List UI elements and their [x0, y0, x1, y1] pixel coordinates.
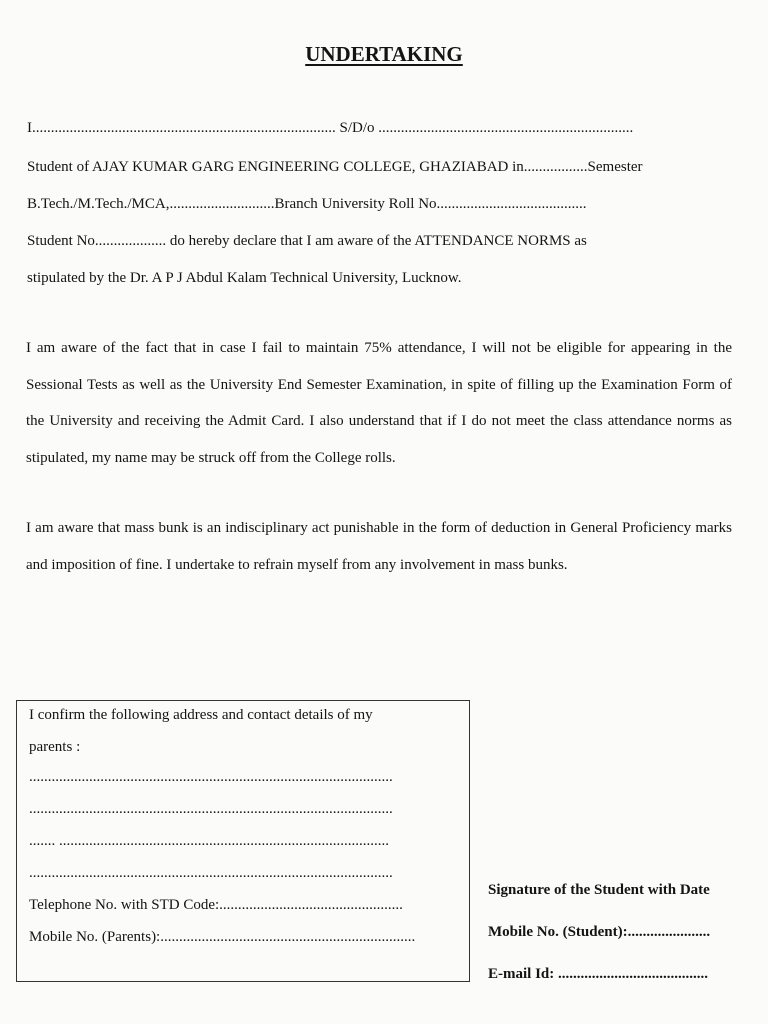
attendance-paragraph: I am aware of the fact that in case I fail to maintain 75% attendance, I will not be eligible for appearing in the Sessional Tests as well as the University End Semester Examination, in spite of filling up the Examination Form of the University and receiving the Admit Card. I also understand that if I do not meet the class attendance norms as stipulated, my name may be struck off from the College rolls.: [26, 340, 732, 466]
address-line-2[interactable]: .................................................................................................: [29, 801, 393, 817]
parent-address-box: [16, 700, 470, 982]
document-title: [0, 42, 768, 67]
form-line-name[interactable]: I................................................................................. S/D/o ....................................................................: [27, 120, 634, 136]
address-line-3[interactable]: ....... ........................................................................................: [29, 833, 389, 849]
form-line-college[interactable]: Student of AJAY KUMAR GARG ENGINEERING COLLEGE, GHAZIABAD in.................Semester: [27, 159, 643, 175]
mass-bunk-paragraph: I am aware that mass bunk is an indisciplinary act punishable in the form of deduction in General Proficiency marks and imposition of fine. I undertake to refrain myself from any involvement in mass bunks.: [26, 520, 732, 573]
telephone-field[interactable]: Telephone No. with STD Code:.................................................: [29, 897, 403, 913]
student-mobile-field[interactable]: Mobile No. (Student):......................: [488, 924, 711, 940]
address-line-1[interactable]: .................................................................................................: [29, 769, 393, 785]
address-heading: I confirm the following address and contact details of my: [29, 707, 373, 723]
title-text: UNDERTAKING: [305, 42, 463, 66]
address-heading-cont: parents :: [29, 739, 81, 755]
student-signature-label: Signature of the Student with Date: [488, 882, 710, 898]
form-line-student-no[interactable]: Student No................... do hereby declare that I am aware of the ATTENDANCE NORMS as: [27, 233, 587, 249]
parents-mobile-field[interactable]: Mobile No. (Parents):....................................................................: [29, 929, 416, 945]
student-email-field[interactable]: E-mail Id: ........................................: [488, 966, 709, 982]
address-line-4[interactable]: .................................................................................................: [29, 865, 393, 881]
form-line-university: stipulated by the Dr. A P J Abdul Kalam Technical University, Lucknow.: [27, 270, 462, 286]
form-line-course[interactable]: B.Tech./M.Tech./MCA,............................Branch University Roll No........................................: [27, 196, 587, 212]
